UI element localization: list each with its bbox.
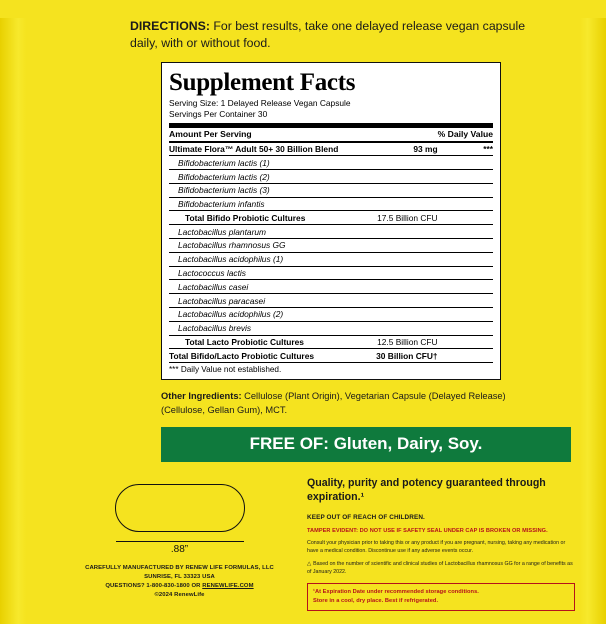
free-of-banner (161, 427, 571, 462)
dimension-line (116, 541, 244, 542)
row-amount (376, 266, 438, 280)
supplement-facts-table (169, 128, 493, 363)
row-name: Bifidobacterium lactis (2) (169, 170, 376, 184)
capsule-outline-icon (115, 484, 245, 532)
table-row (169, 294, 493, 308)
table-row (169, 307, 493, 321)
warning-triangle-icon: △ (307, 560, 312, 567)
manufacturer-line-3 (62, 582, 297, 591)
daily-value-footnote: *** Daily Value not established. (169, 365, 282, 375)
website-link[interactable]: RENEWLIFE.COM (202, 583, 254, 590)
based-on-studies-text: Based on the number of scientific and clinical studies of Lactobacillus rhamnosus GG for a range of benefits as of January 2022. (307, 560, 573, 575)
row-dv (438, 197, 493, 211)
table-row (169, 321, 493, 335)
row-amount (376, 321, 438, 335)
manufacturer-line-2: SUNRISE, FL 33323 USA (144, 574, 215, 581)
row-dv (438, 280, 493, 294)
row-dv (438, 335, 493, 349)
capsule-size-block (62, 476, 297, 611)
daily-value-header: % Daily Value (437, 129, 493, 140)
bottom-section (26, 476, 580, 611)
directions-block (130, 18, 530, 52)
row-amount (376, 170, 438, 184)
row-dv (438, 225, 493, 239)
table-row (169, 183, 493, 197)
copyright-line: ©2024 RenewLife (154, 592, 205, 599)
row-name: Lactobacillus casei (169, 280, 376, 294)
row-name: Total Bifido Probiotic Cultures (169, 211, 376, 225)
row-dv (438, 321, 493, 335)
table-row (169, 252, 493, 266)
row-name: Total Lacto Probiotic Cultures (169, 335, 376, 349)
row-dv (438, 156, 493, 170)
row-amount (376, 239, 438, 253)
row-dv: *** (438, 143, 493, 156)
other-ingredients-label: Other Ingredients: (161, 391, 242, 402)
row-amount (376, 197, 438, 211)
table-row (169, 156, 493, 170)
table-header-row (169, 128, 493, 141)
label-page (0, 18, 606, 624)
row-dv (438, 307, 493, 321)
row-name: Ultimate Flora™ Adult 50+ 30 Billion Blend (169, 143, 376, 156)
row-dv (438, 266, 493, 280)
table-row (169, 335, 493, 349)
supplement-facts-panel (161, 62, 501, 380)
row-amount: 93 mg (376, 143, 438, 156)
other-ingredients-text: Cellulose (Plant Origin), Vegetarian Capsule (Delayed Release) (Cellulose, Gellan Gum), MCT. (161, 391, 506, 415)
row-name: Bifidobacterium lactis (3) (169, 183, 376, 197)
table-row (169, 349, 493, 363)
serving-size: Serving Size: 1 Delayed Release Vegan Capsule (169, 97, 351, 108)
row-name: Lactobacillus acidophilus (2) (169, 307, 376, 321)
supplement-facts-title: Supplement Facts (169, 68, 356, 96)
row-amount (376, 307, 438, 321)
manufacturer-line-1: CAREFULLY MANUFACTURED BY RENEW LIFE FORMULAS, LLC (85, 565, 274, 571)
expiration-storage-box (307, 583, 575, 610)
expiration-line-2: Store in a cool, dry place. Best if refrigerated. (313, 598, 439, 604)
row-dv (438, 239, 493, 253)
expiration-line-1: ¹At Expiration Date under recommended storage conditions. (313, 589, 479, 596)
row-name: Lactobacillus rhamnosus GG (169, 239, 376, 253)
free-of-label: FREE OF: (249, 434, 329, 453)
directions-text: For best results, take one delayed release vegan capsule daily, with or without food. (130, 19, 526, 50)
row-name: Total Bifido/Lacto Probiotic Cultures (169, 349, 376, 363)
based-on-studies-row (307, 561, 575, 577)
capsule-dimension-label: .88” (170, 544, 189, 555)
row-dv (438, 211, 493, 225)
row-dv (438, 349, 493, 363)
row-name: Lactobacillus paracasei (169, 294, 376, 308)
amount-per-serving-header: Amount Per Serving (169, 129, 252, 140)
table-row (169, 225, 493, 239)
row-amount: 12.5 Billion CFU (377, 336, 438, 347)
table-row (169, 143, 493, 156)
row-dv (438, 170, 493, 184)
row-amount (376, 294, 438, 308)
free-of-items: Gluten, Dairy, Soy. (328, 434, 483, 453)
table-row (169, 197, 493, 211)
row-amount: 17.5 Billion CFU (377, 212, 438, 223)
row-name: Lactococcus lactis (169, 266, 376, 280)
table-row (169, 266, 493, 280)
row-name: Lactobacillus plantarum (169, 225, 376, 239)
table-row (169, 280, 493, 294)
questions-phone: QUESTIONS? 1-800-830-1800 OR (105, 583, 203, 590)
keep-out-of-reach-text: KEEP OUT OF REACH OF CHILDREN. (307, 513, 425, 521)
guarantee-text: Quality, purity and potency guaranteed through expiration.¹ (307, 477, 546, 504)
table-row (169, 170, 493, 184)
row-amount (376, 252, 438, 266)
row-name: Lactobacillus acidophilus (1) (169, 252, 376, 266)
row-name: Lactobacillus brevis (169, 321, 376, 335)
directions-label: DIRECTIONS: (130, 19, 210, 33)
row-dv (438, 183, 493, 197)
row-name: Bifidobacterium infantis (169, 197, 376, 211)
servings-per-container: Servings Per Container 30 (169, 108, 268, 119)
tamper-evident-text: TAMPER EVIDENT: DO NOT USE IF SAFETY SEAL UNDER CAP IS BROKEN OR MISSING. (307, 527, 548, 534)
row-dv (438, 252, 493, 266)
row-dv (438, 294, 493, 308)
table-row (169, 211, 493, 225)
table-row (169, 239, 493, 253)
row-amount (376, 183, 438, 197)
row-name: Bifidobacterium lactis (1) (169, 156, 376, 170)
row-amount (376, 156, 438, 170)
row-amount: 30 Billion CFU† (376, 350, 438, 361)
right-info-column (297, 476, 575, 611)
manufacturer-block (62, 564, 297, 601)
consult-physician-text: Consult your physician prior to taking this or any product if you are pregnant, nursing, taking any medication or have a medical condition. Discontinue use if any adverse events occur. (307, 539, 566, 554)
other-ingredients-block (161, 390, 513, 417)
row-amount (376, 280, 438, 294)
row-amount (376, 225, 438, 239)
